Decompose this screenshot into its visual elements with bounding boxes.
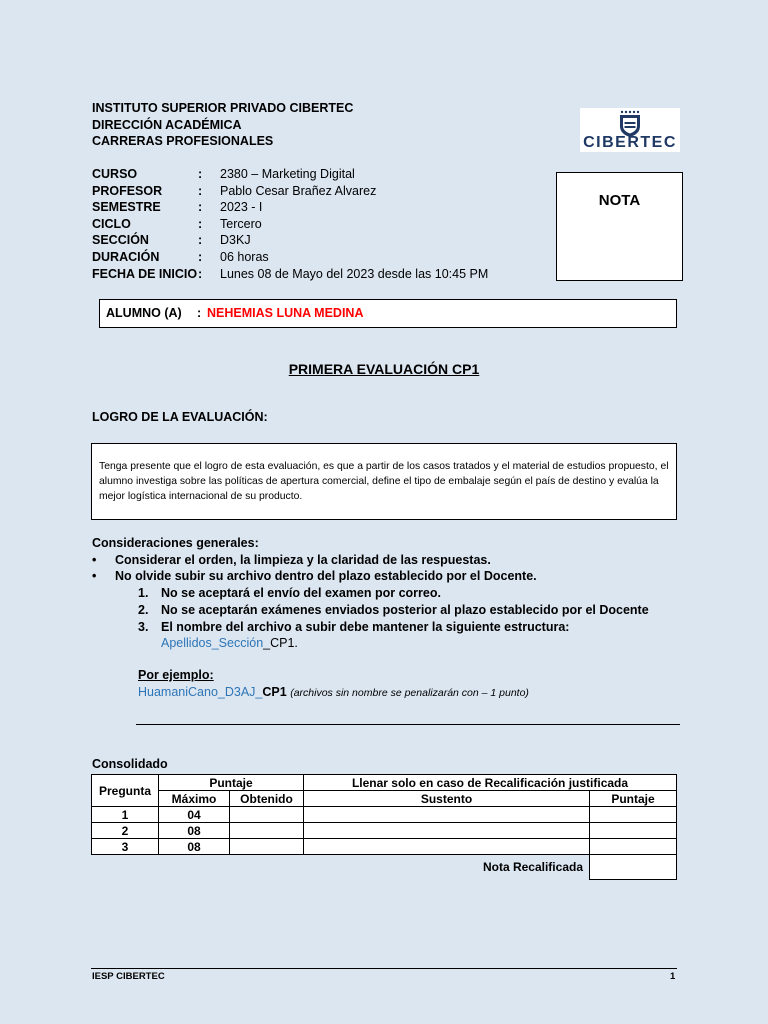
info-value: 06 horas (220, 249, 269, 264)
info-row (92, 216, 488, 233)
student-colon: : (197, 306, 202, 320)
numbered-item (92, 602, 692, 619)
careers-name: CARRERAS PROFESIONALES (92, 134, 274, 148)
cell-maximo: 04 (159, 807, 230, 823)
nota-box (556, 172, 683, 281)
header-puntaje: Puntaje (159, 775, 304, 791)
info-key: PROFESOR (92, 183, 163, 198)
header-obtenido: Obtenido (230, 791, 304, 807)
example-note: (archivos sin nombre se penalizarán con – 1 punto) (290, 686, 529, 699)
cell-pregunta: 1 (92, 807, 159, 823)
table-row (92, 807, 677, 823)
cell-pregunta: 3 (92, 839, 159, 855)
header-maximo: Máximo (159, 791, 230, 807)
info-row (92, 166, 488, 183)
info-value: 2380 – Marketing Digital (220, 167, 355, 181)
info-key: FECHA DE INICIO (92, 266, 198, 281)
cell-puntaje (590, 839, 677, 855)
cell-maximo: 08 (159, 823, 230, 839)
cibertec-logo (580, 108, 680, 152)
footer-divider (91, 968, 677, 969)
cell-pregunta: 2 (92, 823, 159, 839)
direction-name: DIRECCIÓN ACADÉMICA (92, 117, 242, 132)
numbered-text: No se aceptará el envío del examen por correo. (161, 586, 441, 601)
student-name: NEHEMIAS LUNA MEDINA (207, 306, 364, 320)
course-info (92, 166, 488, 282)
bullet-icon: • (92, 569, 97, 584)
considerations-heading: Consideraciones generales: (92, 536, 259, 550)
example-blue: HuamaniCano_D3AJ_ (138, 684, 263, 699)
structure-blue: Apellidos_Sección (161, 636, 264, 651)
logo-text: CIBERTEC (583, 134, 677, 151)
cell-puntaje (590, 823, 677, 839)
student-label: ALUMNO (A) (106, 306, 182, 320)
numbered-text: No se aceptarán exámenes enviados posterior al plazo establecido por el Docente (161, 602, 649, 617)
info-value: D3KJ (220, 233, 251, 248)
info-row (92, 232, 488, 249)
info-colon: : (198, 233, 203, 248)
item-number: 3. (138, 619, 149, 634)
nota-recalificada-row (92, 855, 677, 880)
divider (136, 724, 680, 725)
example-bold: CP1 (262, 684, 287, 699)
table-subheader-row (92, 791, 677, 807)
header-puntaje2: Puntaje (590, 791, 677, 807)
info-row (92, 199, 488, 216)
table-header-row (92, 775, 677, 791)
page-number: 1 (670, 971, 676, 982)
info-colon: : (198, 200, 203, 215)
structure-rest: _CP1. (263, 636, 298, 651)
cell-maximo: 08 (159, 839, 230, 855)
info-key: DURACIÓN (92, 249, 160, 264)
logro-box (91, 443, 677, 520)
nota-label: NOTA (598, 192, 641, 209)
cell-puntaje (590, 807, 677, 823)
header-recalificacion: Llenar solo en caso de Recalificación justificada (304, 775, 677, 791)
numbered-text: El nombre del archivo a subir debe mantener la siguiente estructura: (161, 619, 570, 634)
cell-sustento (304, 839, 590, 855)
logro-text: Tenga presente que el logro de esta evaluación, es que a partir de los casos tratados y el material de estudios propuesto, el alumno investiga sobre las políticas de apertura comercial, define el tipo de embalaje según el país de destino y evalúa la mejor logística internacional de su producto. (99, 461, 669, 502)
info-row (92, 266, 488, 283)
info-key: SECCIÓN (92, 233, 149, 248)
info-row (92, 249, 488, 266)
cell-sustento (304, 807, 590, 823)
info-value: Lunes 08 de Mayo del 2023 desde las 10:45 PM (220, 266, 489, 281)
consolidado-heading: Consolidado (92, 757, 168, 771)
example-line (92, 684, 692, 702)
bullet-text: Considerar el orden, la limpieza y la claridad de las respuestas. (115, 552, 491, 567)
cell-obtenido (230, 807, 304, 823)
info-colon: : (198, 167, 203, 181)
student-box (99, 299, 677, 328)
cell-obtenido (230, 823, 304, 839)
cell-obtenido (230, 839, 304, 855)
exam-title: PRIMERA EVALUACIÓN CP1 (288, 361, 480, 377)
file-structure (92, 635, 692, 652)
bullet-text: No olvide subir su archivo dentro del plazo establecido por el Docente. (115, 569, 537, 584)
header-pregunta: Pregunta (92, 775, 159, 807)
info-value: Pablo Cesar Brañez Alvarez (220, 183, 377, 198)
numbered-item (92, 585, 692, 602)
info-colon: : (198, 249, 203, 264)
bullet-item (92, 568, 692, 585)
info-value: 2023 - I (220, 200, 263, 215)
header-sustento: Sustento (304, 791, 590, 807)
grades-table (91, 774, 677, 880)
institution-header (92, 100, 353, 150)
bullet-icon: • (92, 552, 97, 567)
item-number: 2. (138, 602, 149, 617)
institution-name: INSTITUTO SUPERIOR PRIVADO CIBERTEC (92, 101, 354, 115)
footer-left: IESP CIBERTEC (92, 971, 165, 982)
info-key: CURSO (92, 167, 138, 181)
info-colon: : (198, 266, 203, 281)
numbered-item (92, 619, 692, 636)
info-colon: : (198, 216, 203, 231)
example-heading: Por ejemplo: (138, 667, 214, 682)
info-colon: : (198, 183, 203, 198)
info-key: CICLO (92, 216, 131, 231)
info-key: SEMESTRE (92, 200, 161, 215)
table-row (92, 823, 677, 839)
bullet-item (92, 552, 692, 569)
table-row (92, 839, 677, 855)
item-number: 1. (138, 586, 149, 601)
considerations (92, 535, 692, 701)
nota-recalificada-cell (590, 855, 677, 880)
nota-recalificada-label: Nota Recalificada (482, 860, 583, 875)
info-row (92, 183, 488, 200)
info-value: Tercero (220, 216, 262, 231)
logro-heading: LOGRO DE LA EVALUACIÓN: (92, 410, 268, 424)
cell-sustento (304, 823, 590, 839)
